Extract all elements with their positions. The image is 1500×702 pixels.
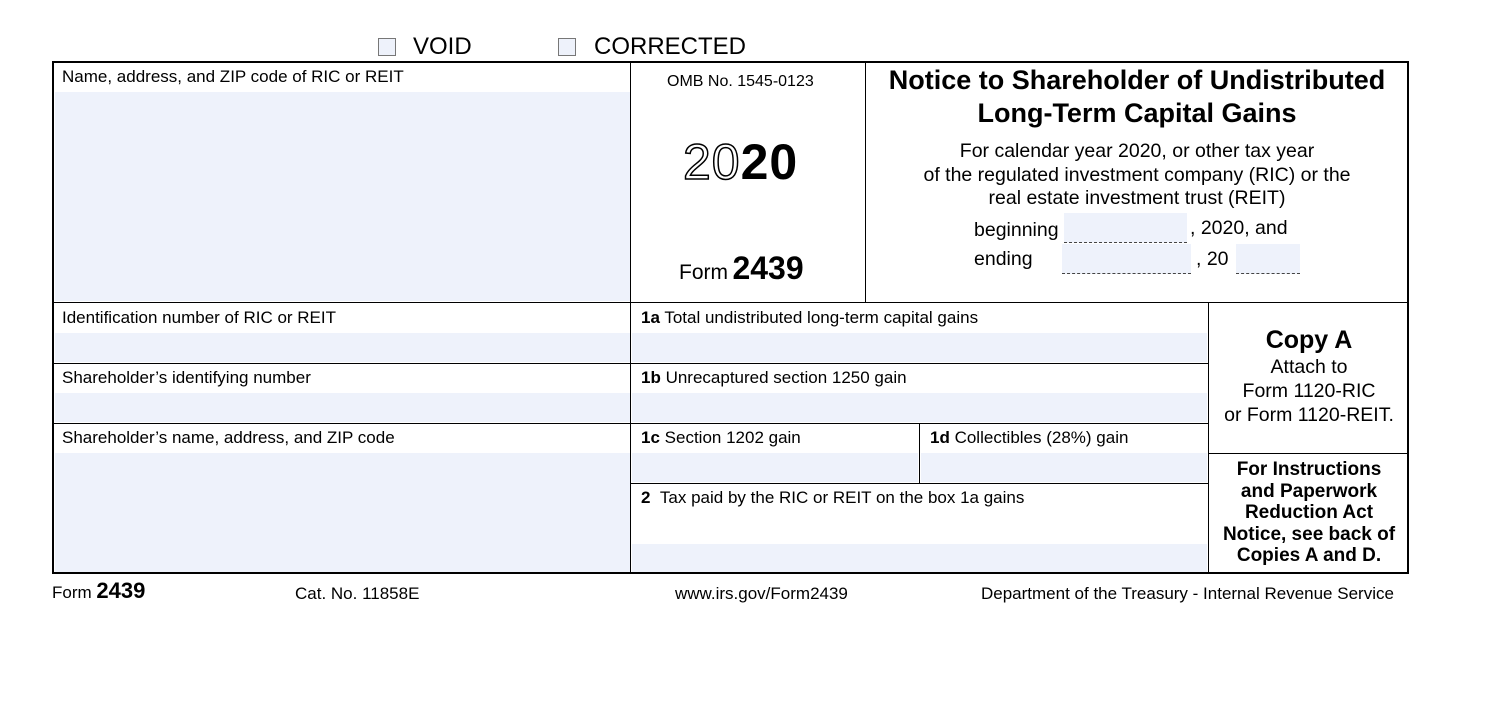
tax-year: [683, 134, 798, 190]
ending-year-input[interactable]: [1236, 244, 1300, 274]
form-number: [679, 250, 804, 293]
copy-a-line-1: Attach to: [1270, 356, 1348, 378]
payer-label: Name, address, and ZIP code of RIC or REIT: [62, 67, 404, 86]
box-2-input[interactable]: [632, 544, 1207, 572]
form-title-line-1: Notice to Shareholder of Undistributed: [888, 65, 1386, 95]
form-title: [867, 64, 1407, 130]
shareholder-id-input[interactable]: [55, 393, 630, 422]
form-number-bold: 2439: [732, 250, 804, 286]
divider-row-1: [53, 363, 1208, 364]
box-2-label: [641, 488, 1024, 508]
divider-copy-a: [1208, 453, 1408, 454]
footer-url[interactable]: www.irs.gov/Form2439: [675, 584, 848, 603]
tax-year-line-1: For calendar year 2020, or other tax year: [959, 140, 1315, 162]
divider-row-3: [631, 483, 1208, 484]
footer-form-prefix: Form: [52, 583, 92, 602]
tax-year-outline: 20: [683, 134, 741, 190]
box-1c-number: 1c: [641, 428, 660, 447]
box-1b-number: 1b: [641, 368, 661, 387]
beginning-date-input[interactable]: [1064, 213, 1187, 243]
shareholder-name-label: Shareholder’s name, address, and ZIP code: [62, 428, 395, 447]
tax-year-line-2: of the regulated investment company (RIC) or the: [923, 163, 1351, 186]
copy-a-line-2: Form 1120-RIC: [1242, 380, 1376, 402]
form-title-line-2: Long-Term Capital Gains: [977, 98, 1297, 128]
instructions-line-5: Copies A and D.: [1236, 545, 1382, 566]
box-1a-input[interactable]: [632, 333, 1207, 362]
copy-a-line-3: or Form 1120-REIT.: [1224, 404, 1394, 426]
box-1c-text: Section 1202 gain: [664, 428, 801, 447]
divider-1c-1d: [919, 423, 920, 483]
footer-cat-no: Cat. No. 11858E: [295, 584, 420, 603]
box-2-number: 2: [641, 488, 651, 507]
void-label: VOID: [413, 33, 472, 60]
box-1d-label: [930, 428, 1128, 448]
box-2-text: Tax paid by the RIC or REIT on the box 1a gains: [659, 488, 1025, 507]
instructions-line-1: For Instructions: [1236, 459, 1382, 480]
box-1b-text: Unrecaptured section 1250 gain: [665, 368, 907, 387]
divider-left: [630, 62, 631, 573]
beginning-label: beginning: [974, 219, 1059, 241]
ending-date-input[interactable]: [1062, 244, 1191, 274]
shareholder-name-input[interactable]: [55, 453, 630, 572]
tax-year-bold: 20: [740, 134, 799, 190]
box-1d-number: 1d: [930, 428, 950, 447]
divider-right: [1208, 302, 1209, 573]
footer-department: Department of the Treasury - Internal Revenue Service: [981, 584, 1394, 603]
box-1d-text: Collectibles (28%) gain: [954, 428, 1129, 447]
instructions-line-4: Notice, see back of: [1222, 523, 1396, 545]
tax-year-description: [867, 140, 1407, 211]
box-1b-label: [641, 368, 907, 388]
omb-number: OMB No. 1545-0123: [667, 73, 814, 90]
divider-year-title: [865, 62, 866, 302]
box-1b-input[interactable]: [632, 393, 1207, 422]
box-1d-input[interactable]: [921, 453, 1207, 482]
copy-a-block: [1210, 325, 1408, 427]
void-checkbox[interactable]: [378, 38, 396, 56]
instructions-line-2: and Paperwork: [1240, 480, 1378, 502]
instructions-block: [1210, 459, 1408, 567]
copy-a-title: Copy A: [1265, 326, 1353, 354]
form-prefix: Form: [679, 261, 728, 284]
box-1a-label: [641, 308, 978, 328]
divider-header: [53, 302, 1408, 303]
tax-year-line-3: real estate investment trust (REIT): [988, 187, 1286, 209]
box-1a-number: 1a: [641, 308, 660, 327]
box-1c-label: [641, 428, 801, 448]
payer-name-address-input[interactable]: [55, 92, 630, 301]
box-1a-text: Total undistributed long-term capital gains: [664, 308, 979, 327]
box-1c-input[interactable]: [632, 453, 918, 482]
instructions-line-3: Reduction Act: [1244, 502, 1374, 523]
ric-id-input[interactable]: [55, 333, 630, 362]
shareholder-id-label: Shareholder’s identifying number: [62, 368, 311, 387]
corrected-checkbox[interactable]: [558, 38, 576, 56]
footer-form-number-bold: 2439: [96, 578, 146, 603]
divider-row-2: [53, 423, 1208, 424]
ending-suffix: , 20: [1196, 248, 1229, 270]
corrected-label: CORRECTED: [594, 33, 747, 60]
ending-label: ending: [974, 248, 1033, 270]
footer-form-number: [52, 578, 145, 606]
beginning-suffix: , 2020, and: [1190, 217, 1288, 239]
ric-id-label: Identification number of RIC or REIT: [62, 308, 337, 327]
